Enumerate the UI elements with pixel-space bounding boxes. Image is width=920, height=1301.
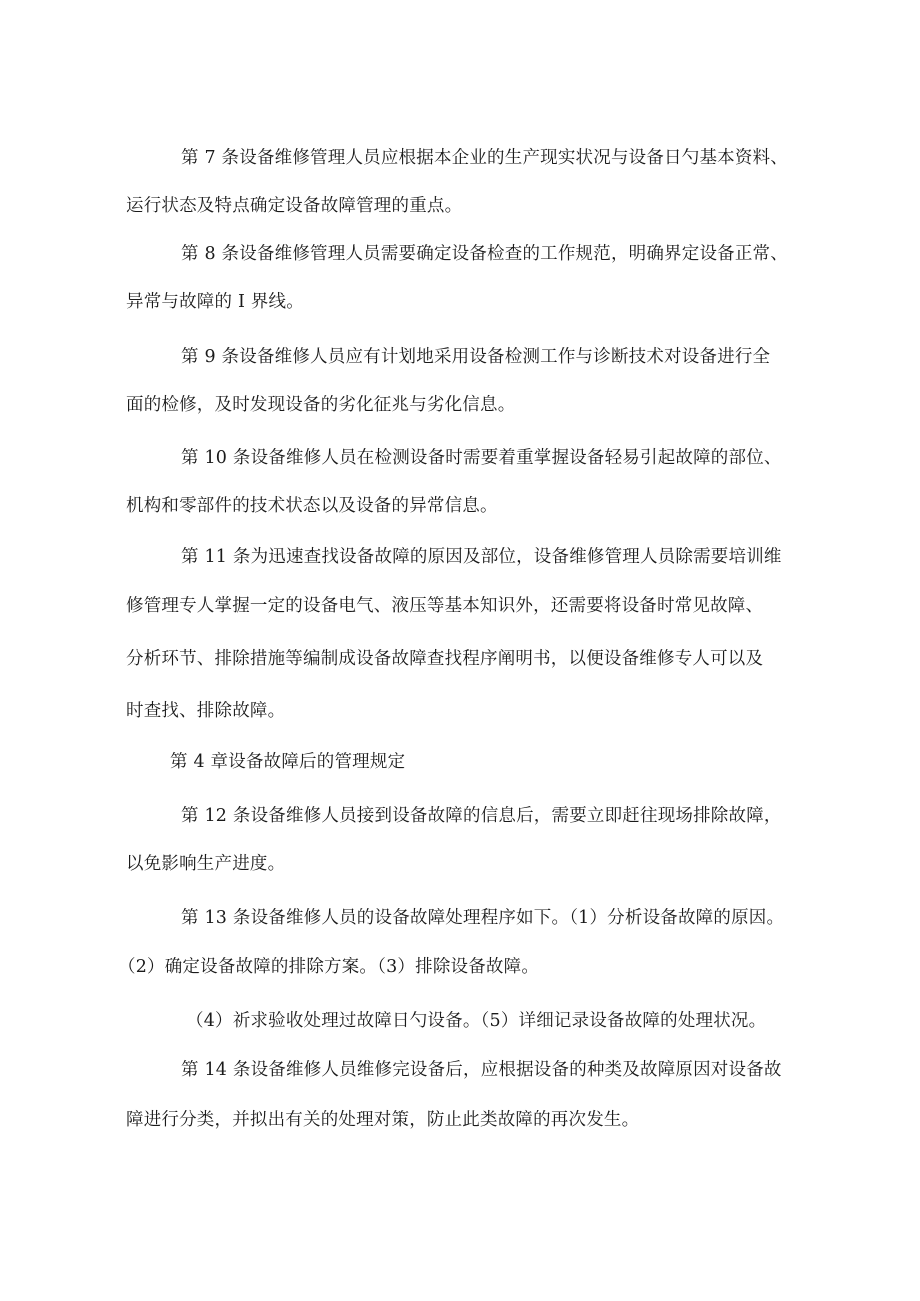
article-12-line-2: 以免影响生产进度。 [126, 854, 286, 874]
article-10-line-2: 机构和零部件的技术状态以及设备的异常信息。 [126, 496, 498, 516]
article-13-line-2: （2）确定设备故障的排除方案。（3）排除设备故障。 [118, 957, 540, 977]
article-11-line-4: 时查找、排除故障。 [126, 701, 286, 721]
article-7-line-1: 第 7 条设备维修管理人员应根据本企业的生产现实状况与设备日勺基本资料、 [181, 148, 788, 168]
article-13-line-1: 第 13 条设备维修人员的设备故障处理程序如下。（1）分析设备故障的原因。 [181, 908, 785, 928]
article-9-line-2: 面的检修，及时发现设备的劣化征兆与劣化信息。 [126, 395, 516, 415]
article-10-line-1: 第 10 条设备维修人员在检测设备时需要着重掌握设备轻易引起故障的部位、 [181, 448, 782, 468]
article-9-line-1: 第 9 条设备维修人员应有计划地采用设备检测工作与诊断技术对设备进行全 [181, 347, 771, 367]
article-7-line-2: 运行状态及特点确定设备故障管理的重点。 [126, 196, 463, 216]
article-12-line-1: 第 12 条设备维修人员接到设备故障的信息后，需要立即赶往现场排除故障， [181, 806, 782, 826]
article-8-line-2: 异常与故障的 I 界线。 [126, 292, 304, 312]
article-13-line-3: （4）祈求验收处理过故障日勺设备。（5）详细记录设备故障的处理状况。 [186, 1011, 767, 1031]
article-14-line-1: 第 14 条设备维修人员维修完设备后，应根据设备的种类及故障原因对设备故 [181, 1060, 782, 1080]
chapter-4-heading: 第 4 章设备故障后的管理规定 [170, 752, 406, 772]
article-11-line-1: 第 11 条为迅速查找设备故障的原因及部位，设备维修管理人员除需要培训维 [181, 547, 782, 567]
article-11-line-2: 修管理专人掌握一定的设备电气、液压等基本知识外，还需要将设备时常见故障、 [126, 596, 764, 616]
article-14-line-2: 障进行分类，并拟出有关的处理对策，防止此类故障的再次发生。 [126, 1110, 640, 1130]
article-8-line-1: 第 8 条设备维修管理人员需要确定设备检查的工作规范，明确界定设备正常、 [181, 244, 788, 264]
article-11-line-3: 分析环节、排除措施等编制成设备故障查找程序阐明书，以便设备维修专人可以及 [126, 649, 764, 669]
